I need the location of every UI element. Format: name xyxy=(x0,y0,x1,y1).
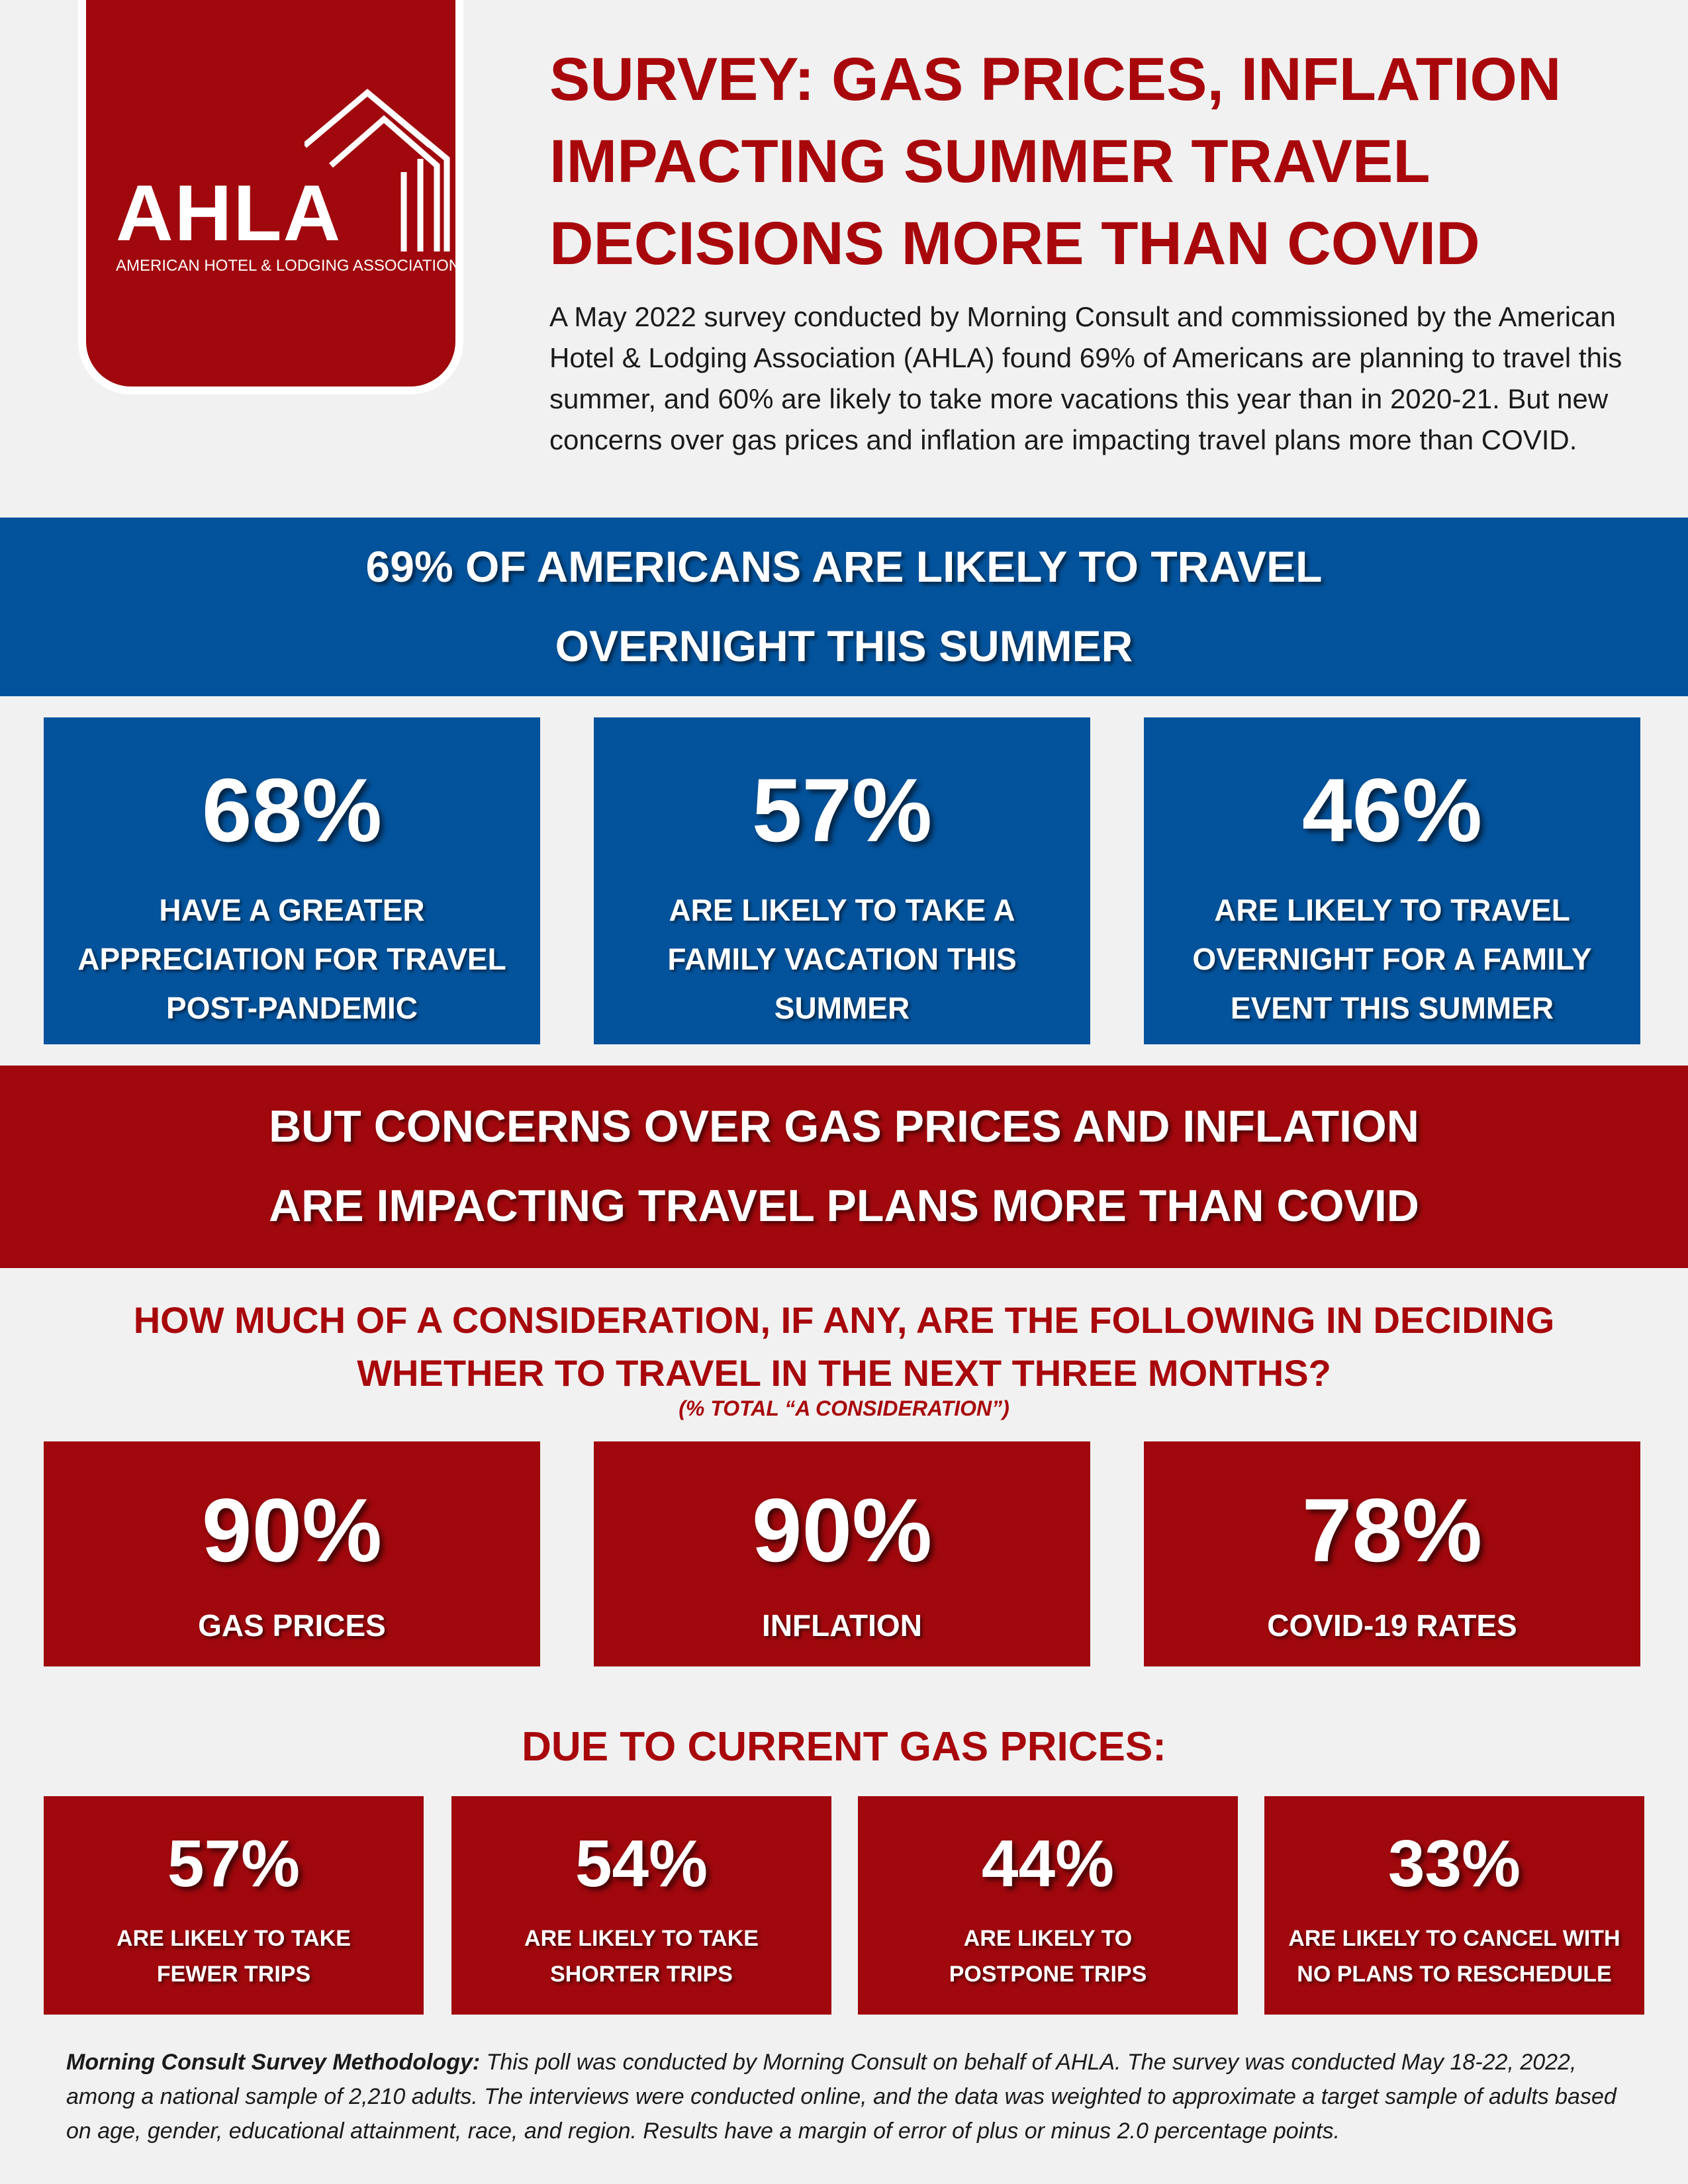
stat-label-line1: ARE LIKELY TO TAKE xyxy=(117,1926,351,1951)
stat-label-line1: ARE LIKELY TO CANCEL WITH xyxy=(1288,1926,1620,1951)
consideration-card-covid xyxy=(1144,1441,1640,1666)
stat-label xyxy=(858,1921,1238,1992)
stat-value: 90% xyxy=(201,1480,383,1580)
stat-card-family-event xyxy=(1144,717,1640,1044)
stat-value: 68% xyxy=(201,760,383,860)
stat-value: 57% xyxy=(751,760,933,860)
stat-value: 90% xyxy=(751,1480,933,1580)
stat-label xyxy=(451,1921,831,1992)
methodology-text: This poll was conducted by Morning Consult on behalf of AHLA. The survey was conducted May 18-22, 2022, among a national sample of 2,210 adults. The interviews were conducted online, and the data was weighted to approximate a target sample of adults based on age, gender, educational attainment, race, and region. Results have a margin of error of plus or minus 2.0 percentage points. xyxy=(66,2050,1617,2144)
stat-label: GAS PRICES xyxy=(198,1608,386,1643)
consideration-question xyxy=(0,1294,1688,1400)
stat-card-family-vacation xyxy=(594,717,1090,1044)
stat-value: 78% xyxy=(1301,1480,1483,1580)
stat-value: 57% xyxy=(167,1827,301,1901)
concerns-banner-line2: ARE IMPACTING TRAVEL PLANS MORE THAN COVID xyxy=(269,1181,1419,1231)
gas-prices-heading: DUE TO CURRENT GAS PRICES: xyxy=(522,1724,1166,1770)
consideration-card-inflation xyxy=(594,1441,1090,1666)
stat-label: COVID-19 RATES xyxy=(1267,1608,1517,1643)
stat-label-line1: ARE LIKELY TO TAKE xyxy=(524,1926,759,1951)
stat-label-line1: ARE LIKELY TO xyxy=(963,1926,1133,1951)
stat-label xyxy=(1264,1921,1644,1992)
stat-label-line2: POSTPONE TRIPS xyxy=(949,1962,1147,1987)
concerns-banner-line1: BUT CONCERNS OVER GAS PRICES AND INFLATION xyxy=(269,1101,1419,1152)
stat-label: INFLATION xyxy=(762,1608,922,1643)
gas-card-shorter-trips xyxy=(451,1796,831,2015)
stat-label: ARE LIKELY TO TAKE A FAMILY VACATION THIS SUMMER xyxy=(667,893,1017,1025)
methodology-note xyxy=(66,2045,1642,2148)
stat-value: 44% xyxy=(981,1827,1115,1901)
travel-banner-line2: OVERNIGHT THIS SUMMER xyxy=(555,621,1133,670)
question-line1: HOW MUCH OF A CONSIDERATION, IF ANY, ARE THE FOLLOWING IN DECIDING xyxy=(133,1299,1555,1341)
consideration-note: (% TOTAL “A CONSIDERATION”) xyxy=(679,1396,1009,1420)
stat-label-line2: SHORTER TRIPS xyxy=(550,1962,733,1987)
gas-card-postpone-trips xyxy=(858,1796,1238,2015)
travel-banner-line1: 69% OF AMERICANS ARE LIKELY TO TRAVEL xyxy=(365,542,1323,591)
page-title: SURVEY: GAS PRICES, INFLATION IMPACTING SUMMER TRAVEL DECISIONS MORE THAN COVID xyxy=(549,46,1562,277)
question-line2: WHETHER TO TRAVEL IN THE NEXT THREE MONTHS? xyxy=(357,1352,1331,1394)
consideration-card-gas xyxy=(44,1441,540,1666)
stat-label: ARE LIKELY TO TRAVEL OVERNIGHT FOR A FAMILY EVENT THIS SUMMER xyxy=(1192,893,1592,1025)
stat-label-line2: NO PLANS TO RESCHEDULE xyxy=(1297,1962,1612,1987)
logo-tagline: AMERICAN HOTEL & LODGING ASSOCIATION xyxy=(116,257,461,275)
travel-banner xyxy=(0,518,1688,696)
gas-card-fewer-trips xyxy=(44,1796,424,2015)
stat-value: 54% xyxy=(575,1827,708,1901)
stat-label-line2: FEWER TRIPS xyxy=(156,1962,311,1987)
concerns-banner xyxy=(0,1066,1688,1268)
gas-card-cancel-trips xyxy=(1264,1796,1644,2015)
stat-label xyxy=(44,1921,424,1992)
stat-value: 46% xyxy=(1301,760,1483,860)
stat-label: HAVE A GREATER APPRECIATION FOR TRAVEL POST-PANDEMIC xyxy=(77,893,506,1025)
logo-wordmark: AHLA xyxy=(116,169,342,257)
stat-card-appreciation xyxy=(44,717,540,1044)
intro-paragraph: A May 2022 survey conducted by Morning Consult and commissioned by the American Hotel & Lodging Association (AHLA) found 69% of Americans are planning to travel this summer, and 60% are likely to take more vacations this year than in 2020-21. But new concerns over gas prices and inflation are impacting travel plans more than COVID. xyxy=(549,301,1622,455)
ahla-logo xyxy=(78,0,463,394)
methodology-label: Morning Consult Survey Methodology: xyxy=(66,2050,481,2075)
stat-value: 33% xyxy=(1387,1827,1521,1901)
